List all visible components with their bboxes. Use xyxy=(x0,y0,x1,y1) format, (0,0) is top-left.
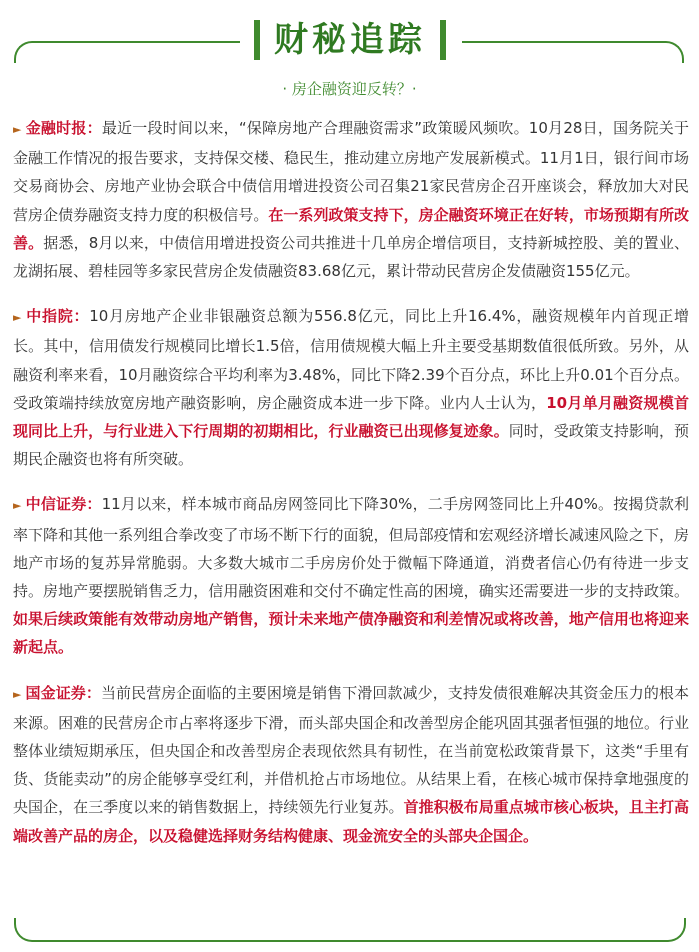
paragraph-text: 11月以来，样本城市商品房网签同比下降30%，二手房网签同比上升40%。按揭贷款利率下降和其他一系列组合拳改变了市场不断下行的面貌，但局部疫情和宏观经济增长减速风险之下，房地产市场的复苏异常脆弱。大多数大城市二手房房价处于微幅下降通道，消费者信心仍有待进一步支持。房地产要摆脱销售乏力，信用融资困难和交付不确定性高的困境，确实还需要进一步的支持政策。 xyxy=(13,495,689,601)
article-body xyxy=(13,114,689,867)
paragraph-jinrong-shibao xyxy=(13,114,689,285)
paragraph-highlight: 在一系列政策支持下，房企融资环境正在好转，市场预期有所改善。 xyxy=(13,205,689,252)
triangle-right-icon: ► xyxy=(13,499,22,513)
paragraph-highlight: 如果后续政策能有效带动房地产销售，预计未来地产债净融资和利差情况或将改善，地产信用也将迎来新起点。 xyxy=(13,610,689,657)
title-bar-right xyxy=(440,20,446,60)
paragraph-text: 10月房地产企业非银融资总额为556.8亿元，同比上升16.4%，融资规模年内首现正增长。其中，信用债发行规模同比增长1.5倍，信用债规模大幅上升主要受基期数值很低所致。另外，从融资利率来看，10月融资综合平均利率为3.48%，同比下降2.39个百分点，环比上升0.01个百分点。受政策端持续放宽房地产融资影响，房企融资成本进一步下降。业内人士认为， xyxy=(13,307,689,412)
paragraph-text-2: 据悉，8月以来，中债信用增进投资公司共推进十几单房企增信项目，支持新城控股、美的置业、龙湖拓展、碧桂园等多家民营房企发债融资83.68亿元，累计带动民营房企发债融资155亿元。 xyxy=(13,233,689,281)
source-label: 中信证券： xyxy=(25,495,102,514)
paragraph-guojin-zhengquan xyxy=(13,679,689,850)
source-label: 金融时报： xyxy=(25,119,102,137)
frame-bottom xyxy=(14,918,686,942)
paragraph-text: 最近一段时间以来，“保障房地产合理融资需求”政策暖风频吹。10月28日，国务院关于金融工作情况的报告要求，支持保交楼、稳民生，推动建立房地产发展新模式。11月1日，银行间市场交易商协会、房地产业协会联合中债信用增进投资公司召集21家民营房企召开座谈会，释放加大对民营房企债券融资支持力度的积极信号。 xyxy=(13,119,689,224)
triangle-right-icon: ► xyxy=(13,123,22,136)
title-block xyxy=(244,10,456,70)
page-subtitle: · 房企融资迎反转？· xyxy=(282,80,417,98)
frame-top-right xyxy=(462,41,684,63)
paragraph-text-2: 同时，受政策支持影响，预期民企融资也将有所突破。 xyxy=(13,422,689,469)
paragraph-highlight: 10月单月融资规模首现同比上升，与行业进入下行周期的初期相比，行业融资已出现修复迹象。 xyxy=(13,393,689,441)
title-bar-left xyxy=(254,20,260,60)
paragraph-highlight: 首推积极布局重点城市核心板块，且主打高端改善产品的房企，以及稳健选择财务结构健康、现金流安全的头部央企国企。 xyxy=(13,798,689,845)
triangle-right-icon: ► xyxy=(13,687,22,701)
frame-top-left xyxy=(14,41,240,63)
paragraph-zhongxin-zhengquan xyxy=(13,490,689,661)
triangle-right-icon: ► xyxy=(13,311,22,325)
page-title: 财秘追踪 xyxy=(274,20,426,60)
source-label: 中指院： xyxy=(25,307,90,326)
source-label: 国金证券： xyxy=(25,683,101,702)
paragraph-zhongzhiyuan xyxy=(13,302,689,473)
paragraph-text: 当前民营房企面临的主要困境是销售下滑回款减少，支持发债很难解决其资金压力的根本来源。困难的民营房企市占率将逐步下滑，而头部央国企和改善型房企能巩固其强者恒强的地位。行业整体业绩短期承压，但央国企和改善型房企表现依然具有韧性，在当前宽松政策背景下，这类“手里有货、货能卖动”的房企能够享受红利，并借机抢占市场地位。从结果上看，在核心城市保持拿地强度的央国企，在三季度以来的销售数据上，持续领先行业复苏。 xyxy=(13,683,689,817)
